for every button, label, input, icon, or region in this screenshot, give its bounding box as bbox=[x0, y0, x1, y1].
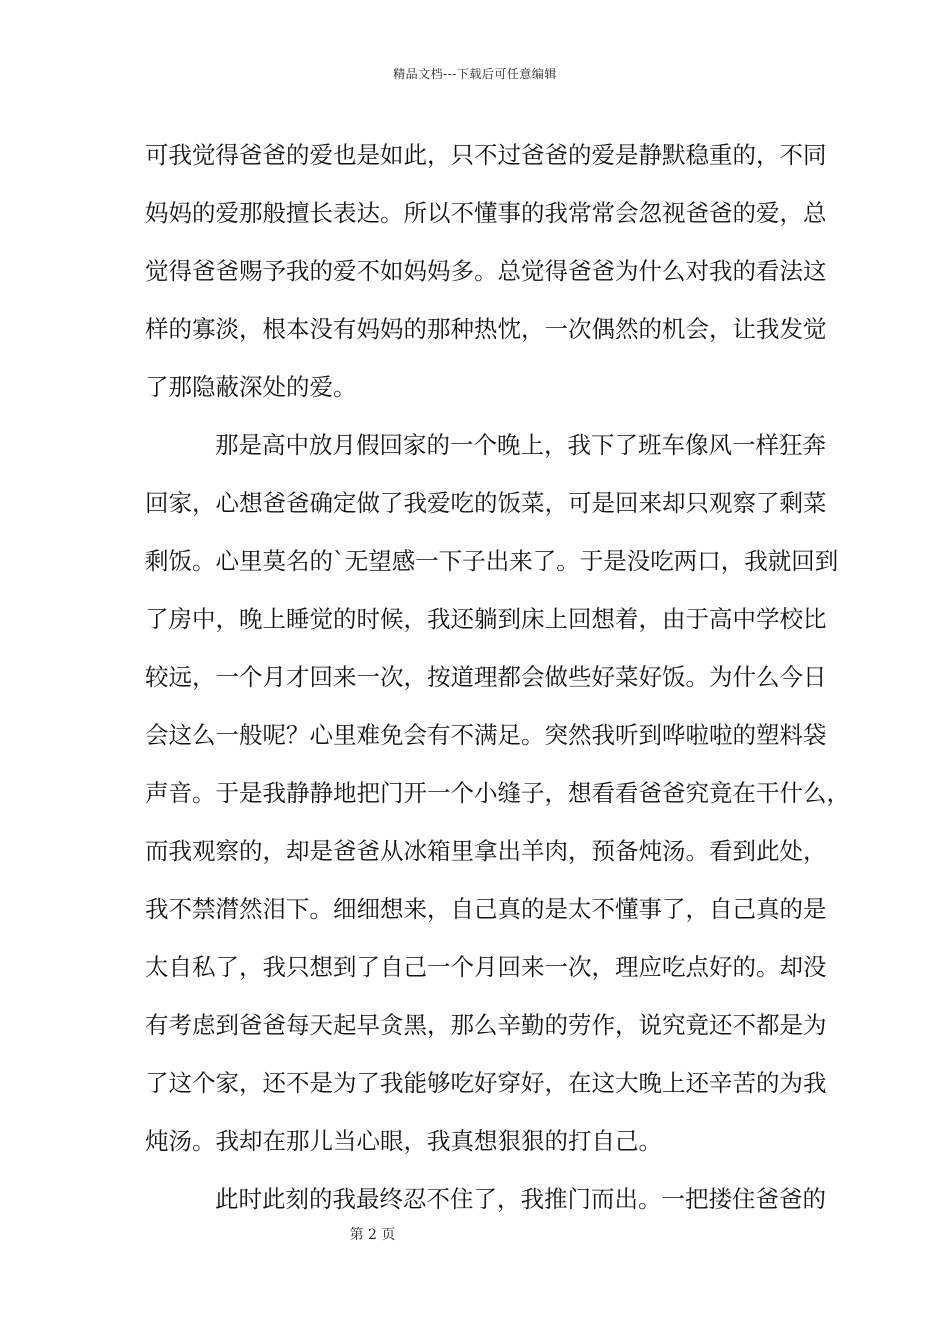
text-line: 会这么一般呢？心里难免会有不满足。突然我听到哗啦啦的塑料袋 bbox=[145, 721, 827, 749]
text-line: 声音。于是我静静地把门开一个小缝子，想看看爸爸究竟在干什么， bbox=[145, 779, 850, 807]
text-line: 较远，一个月才回来一次，按道理都会做些好菜好饭。为什么今日 bbox=[145, 663, 827, 691]
paragraph-1 bbox=[145, 126, 827, 416]
text-line: 剩饭。心里莫名的`无望感一下子出来了。于是没吃两口，我就回到 bbox=[145, 547, 839, 575]
text-line: 了这个家，还不是为了我能够吃好穿好，在这大晚上还辛苦的为我 bbox=[145, 1069, 827, 1097]
text-line: 此时此刻的我最终忍不住了，我推门而出。一把搂住爸爸的 bbox=[215, 1185, 826, 1213]
text-line: 了那隐蔽深处的爱。 bbox=[145, 373, 357, 401]
text-line: 了房中，晚上睡觉的时候，我还躺到床上回想着，由于高中学校比 bbox=[145, 605, 827, 633]
text-line: 回家，心想爸爸确定做了我爱吃的饭菜，可是回来却只观察了剩菜 bbox=[145, 489, 827, 517]
text-line: 有考虑到爸爸每天起早贪黑，那么辛勤的劳作，说究竟还不都是为 bbox=[145, 1011, 827, 1039]
text-line: 太自私了，我只想到了自己一个月回来一次，理应吃点好的。却没 bbox=[145, 953, 827, 981]
page-header: 精品文档---下载后可任意编辑 bbox=[393, 67, 557, 81]
text-line: 可我觉得爸爸的爱也是如此，只不过爸爸的爱是静默稳重的，不同 bbox=[145, 141, 827, 169]
document-body bbox=[145, 126, 850, 1228]
text-line: 而我观察的，却是爸爸从冰箱里拿出羊肉，预备炖汤。看到此处， bbox=[145, 837, 827, 865]
paragraph-3 bbox=[145, 1170, 826, 1228]
text-line: 我不禁潸然泪下。细细想来，自己真的是太不懂事了，自己真的是 bbox=[145, 895, 827, 923]
page-number: 第 2 页 bbox=[349, 1227, 396, 1243]
text-line: 妈妈的爱那般擅长表达。所以不懂事的我常常会忽视爸爸的爱，总 bbox=[145, 199, 827, 227]
text-line: 样的寡淡，根本没有妈妈的那种热忱，一次偶然的机会，让我发觉 bbox=[145, 315, 827, 343]
text-line: 觉得爸爸赐予我的爱不如妈妈多。总觉得爸爸为什么对我的看法这 bbox=[145, 257, 827, 285]
text-line: 炖汤。我却在那儿当心眼，我真想狠狠的打自己。 bbox=[145, 1127, 662, 1155]
paragraph-2 bbox=[145, 416, 850, 1170]
text-line: 那是高中放月假回家的一个晚上，我下了班车像风一样狂奔 bbox=[215, 431, 826, 459]
